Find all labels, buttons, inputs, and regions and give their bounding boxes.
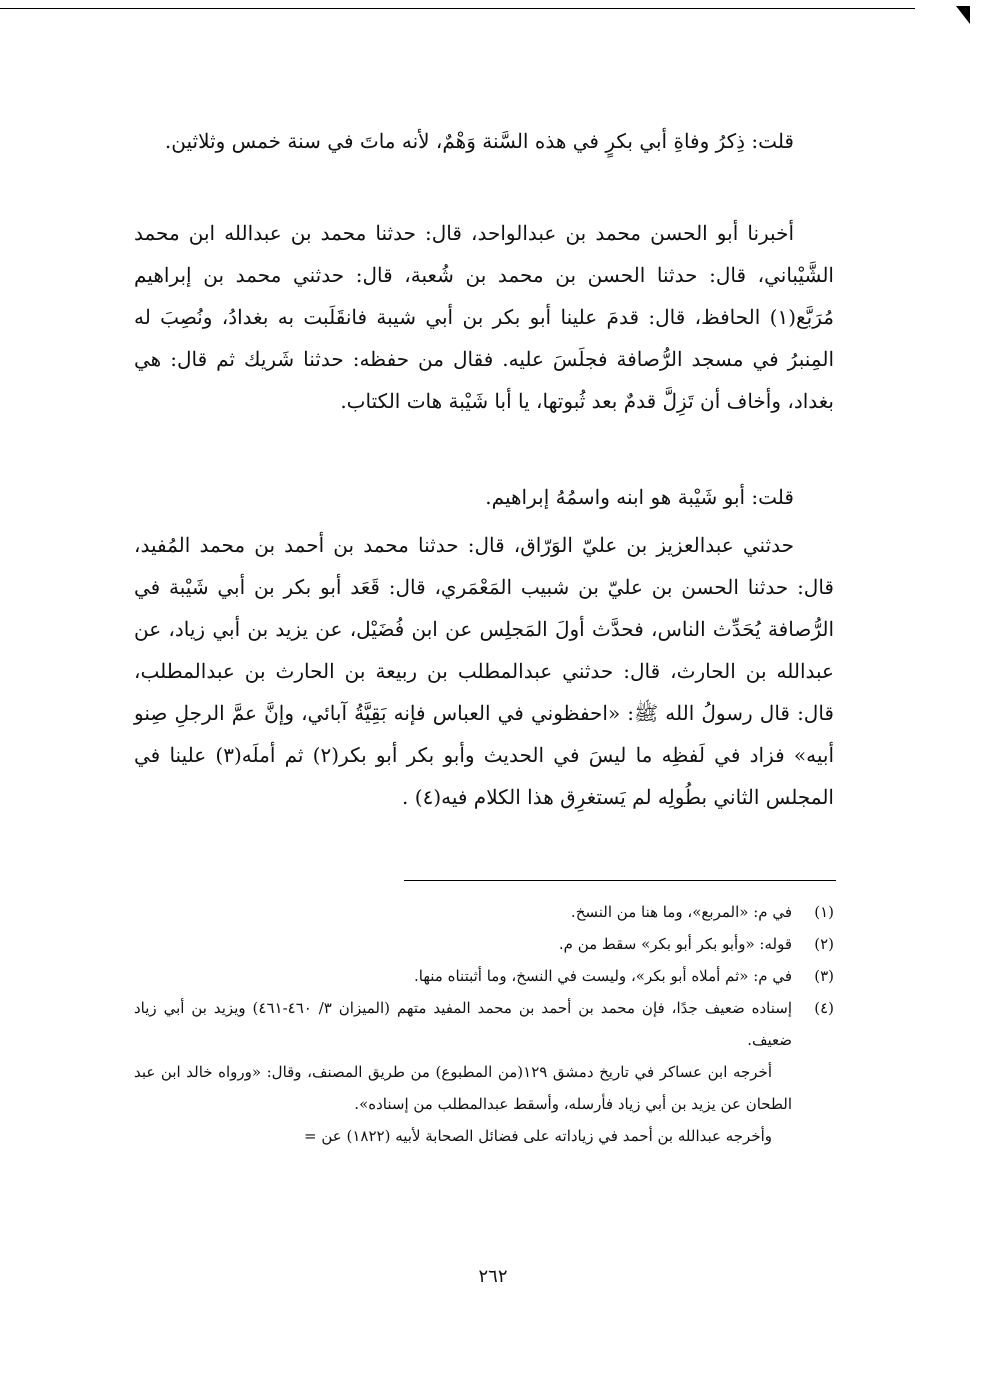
paragraph-4-text: حدثني عبدالعزيز بن عليّ الوَرّاق، قال: حدثنا محمد بن أحمد بن محمد المُفيد، قال: حدثنا الحسن بن عليّ بن شبيب المَعْمَري، قال: قَعَد أبو بكر بن أبي شَيْبة في الرُّصافة يُحَدِّث الناس، فحدَّث أولَ المَجلِس عن ابن فُضَيْل، عن يزيد بن أبي زياد، عن عبدالله بن الحارث، قال: حدثني عبدالمطلب بن ربيعة بن الحارث بن عبدالمطلب، قال: قال رسولُ الله ﷺ: «احفظوني في العباس فإنه بَقِيَّةُ آبائي، وإنَّ عمَّ الرجلِ صِنو أبيه» فزاد في لَفظِه ما ليسَ في الحديث وأبو بكر أبو بكر(٢) ثم أملَه(٣) علينا في المجلس الثاني بطُولِه لم يَستغرِق هذا الكلام فيه(٤) .	[134, 533, 835, 809]
footnote-item	[134, 928, 834, 960]
footnote-number: (٤)	[814, 999, 834, 1017]
paragraph-2-text: أخبرنا أبو الحسن محمد بن عبدالواحد، قال: حدثنا محمد بن عبدالله ابن محمد الشَّيْباني، قال: حدثنا الحسن بن محمد بن شُعبة، قال: حدثني محمد بن إبراهيم مُرَبَّع(١) الحافظ، قال: قدمَ علينا أبو بكر بن أبي شيبة فانقَلَبت به بغدادُ، ونُصِبَ له المِنبرُ في مسجد الرُّصافة فجلَسَ عليه. فقال من حفظه: حدثنا شَريك ثم قال: هي بغداد، وأخاف أن تَزِلَّ قدمٌ بعد ثُبوتها، يا أبا شَيْبة هات الكتاب.	[134, 221, 834, 413]
paragraph-1-text: قلت: ذِكرُ وفاةِ أبي بكرٍ في هذه السَّنة وَهْمٌ، لأنه ماتَ في سنة خمس وثلاثين.	[164, 129, 794, 153]
footnote-number: (٣)	[814, 967, 834, 985]
paragraph-2	[134, 212, 834, 422]
footnote-continuation: وأخرجه عبدالله بن أحمد في زياداته على فضائل الصحابة لأبيه (١٨٢٢) عن =	[304, 1127, 772, 1145]
paragraph-4	[134, 524, 834, 818]
footnote-item	[134, 960, 834, 992]
page-number: ٢٦٢	[478, 1266, 508, 1287]
footnotes-section	[134, 896, 834, 1152]
footnote-text: في م: «ثم أملاه أبو بكر»، وليست في النسخ، وما أثبتناه منها.	[414, 967, 792, 985]
footnote-text: قوله: «وأبو بكر أبو بكر» سقط من م.	[558, 935, 792, 953]
footnote-text: في م: «المربع»، وما هنا من النسخ.	[570, 903, 792, 921]
footnote-separator	[404, 880, 836, 881]
footnote-item	[134, 992, 834, 1056]
paragraph-3	[134, 476, 834, 518]
top-border-line	[0, 8, 915, 9]
footnote-item	[134, 896, 834, 928]
paragraph-1	[134, 120, 834, 162]
footnote-number: (٢)	[814, 935, 834, 953]
corner-mark-icon	[956, 6, 970, 24]
footnote-continuation: أخرجه ابن عساكر في تاريخ دمشق ١٢٩(من المطبوع) من طريق المصنف، وقال: «ورواه خالد ابن عبد الطحان عن يزيد بن أبي زياد فأرسله، وأسقط عبدالمطلب من إسناده».	[134, 1063, 792, 1113]
paragraph-3-text: قلت: أبو شَيْبة هو ابنه واسمُهُ إبراهيم.	[485, 485, 794, 509]
footnote-number: (١)	[814, 903, 834, 921]
footnote-text: إسناده ضعيف جدًا، فإن محمد بن أحمد بن محمد المفيد متهم (الميزان ٣/ ٤٦٠-٤٦١) ويزيد بن أبي زياد ضعيف.	[134, 999, 793, 1049]
